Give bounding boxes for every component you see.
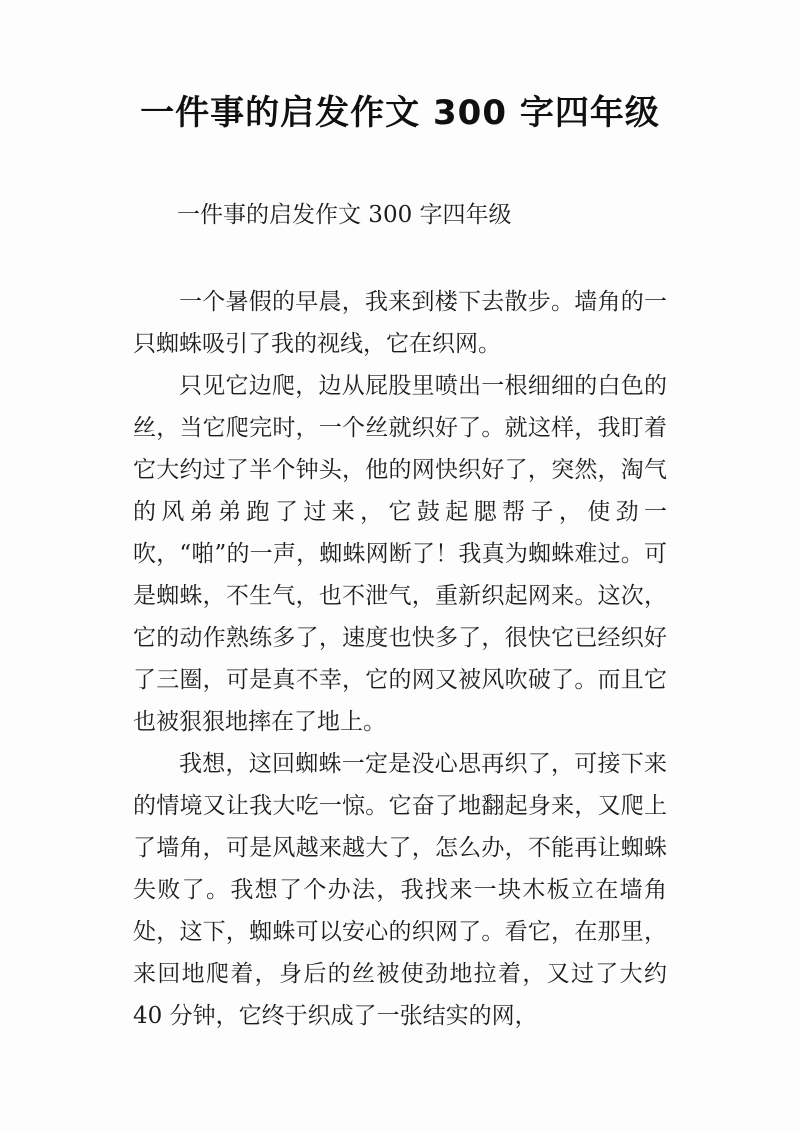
paragraph: 一个暑假的早晨，我来到楼下去散步。墙角的一只蜘蛛吸引了我的视线，它在织网。	[133, 289, 667, 357]
paragraph: 只见它边爬，边从屁股里喷出一根细细的白色的丝，当它爬完时，一个丝就织好了。就这样，我盯着它大约过了半个钟头，他的网快织好了，突然，淘气的风弟弟跑了过来，它鼓起腮帮子，使劲一吹，“啪”的一声，蜘蛛网断了！我真为蜘蛛难过。可是蜘蛛，不生气，也不泄气，重新织起网来。这次，它的动作熟练多了，速度也快多了，很快它已经织好了三圈，可是真不幸，它的网又被风吹破了。而且它也被狠狠地摔在了地上。	[133, 373, 667, 735]
document-subtitle: 一件事的启发作文 300 字四年级	[177, 202, 512, 228]
page-title: 一件事的启发作文 300 字四年级	[140, 93, 660, 133]
paragraph: 我想，这回蜘蛛一定是没心思再织了，可接下来的情境又让我大吃一惊。它奋了地翻起身来，又爬上了墙角，可是风越来越大了，怎么办，不能再让蜘蛛失败了。我想了个办法，我找来一块木板立在墙角处，这下，蜘蛛可以安心的织网了。看它，在那里，来回地爬着，身后的丝被使劲地拉着，又过了大约 40 分钟，它终于织成了一张结实的网，	[133, 751, 667, 1029]
document-body	[133, 281, 667, 1037]
